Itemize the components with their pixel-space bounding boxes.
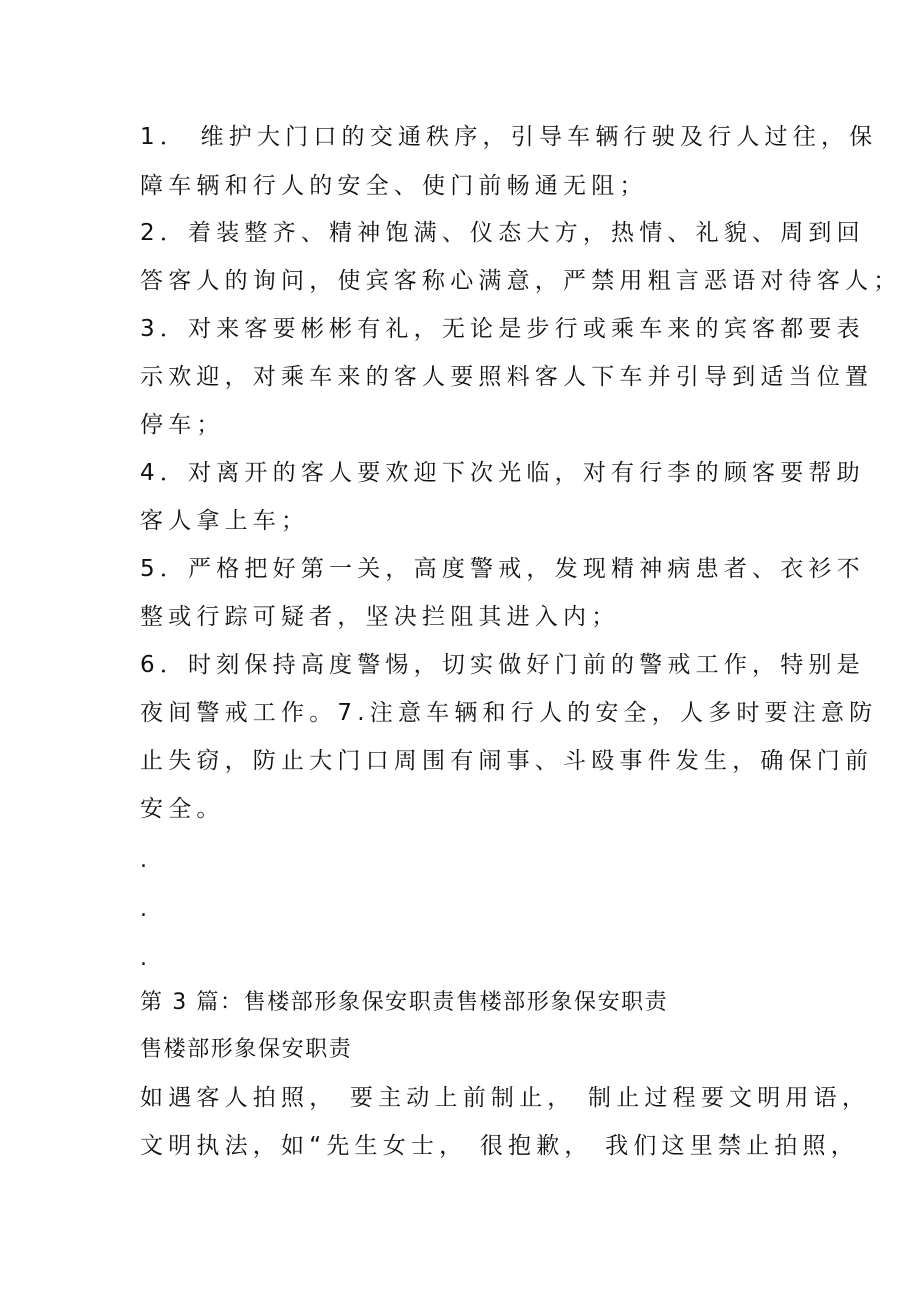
text-line-3: 2．着装整齐、精神饱满、仪态大方，热情、礼貌、周到回 — [140, 220, 865, 246]
dot-line-2: . — [140, 897, 147, 922]
text-line-11: 整或行踪可疑者，坚决拦阻其进入内； — [140, 604, 620, 630]
dot-line-1: . — [140, 848, 147, 873]
text-line-13: 夜间警戒工作。7.注意车辆和行人的安全，人多时要注意防 — [140, 700, 878, 726]
text-line-6: 示欢迎，对乘车来的客人要照料客人下车并引导到适当位置 — [140, 364, 874, 390]
text-line-15: 安全。 — [140, 796, 225, 822]
text-line-2: 障车辆和行人的安全、使门前畅通无阻； — [140, 173, 648, 199]
section-subheading: 售楼部形象保安职责 — [140, 1037, 353, 1062]
text-line-8: 4．对离开的客人要欢迎下次光临，对有行李的顾客要帮助 — [140, 460, 865, 486]
text-line-12: 6．时刻保持高度警惕，切实做好门前的警戒工作，特别是 — [140, 652, 865, 678]
text-line-1: 1． 维护大门口的交通秩序，引导车辆行驶及行人过往，保 — [140, 124, 878, 150]
dot-line-3: . — [140, 946, 147, 971]
text-line-16: 如遇客人拍照， 要主动上前制止， 制止过程要文明用语， — [140, 1085, 871, 1111]
text-line-10: 5．严格把好第一关，高度警戒，发现精神病患者、衣衫不 — [140, 556, 865, 582]
section-heading: 第 3 篇：售楼部形象保安职责售楼部形象保安职责 — [140, 990, 669, 1015]
text-line-4: 答客人的询问，使宾客称心满意，严禁用粗言恶语对待客人； — [140, 268, 902, 294]
text-line-7: 停车； — [140, 412, 225, 438]
text-line-17: 文明执法，如“先生女士， 很抱歉， 我们这里禁止拍照， — [140, 1133, 859, 1159]
text-line-14: 止失窃，防止大门口周围有闹事、斗殴事件发生，确保门前 — [140, 748, 874, 774]
text-line-5: 3．对来客要彬彬有礼，无论是步行或乘车来的宾客都要表 — [140, 316, 865, 342]
text-line-9: 客人拿上车； — [140, 508, 310, 534]
